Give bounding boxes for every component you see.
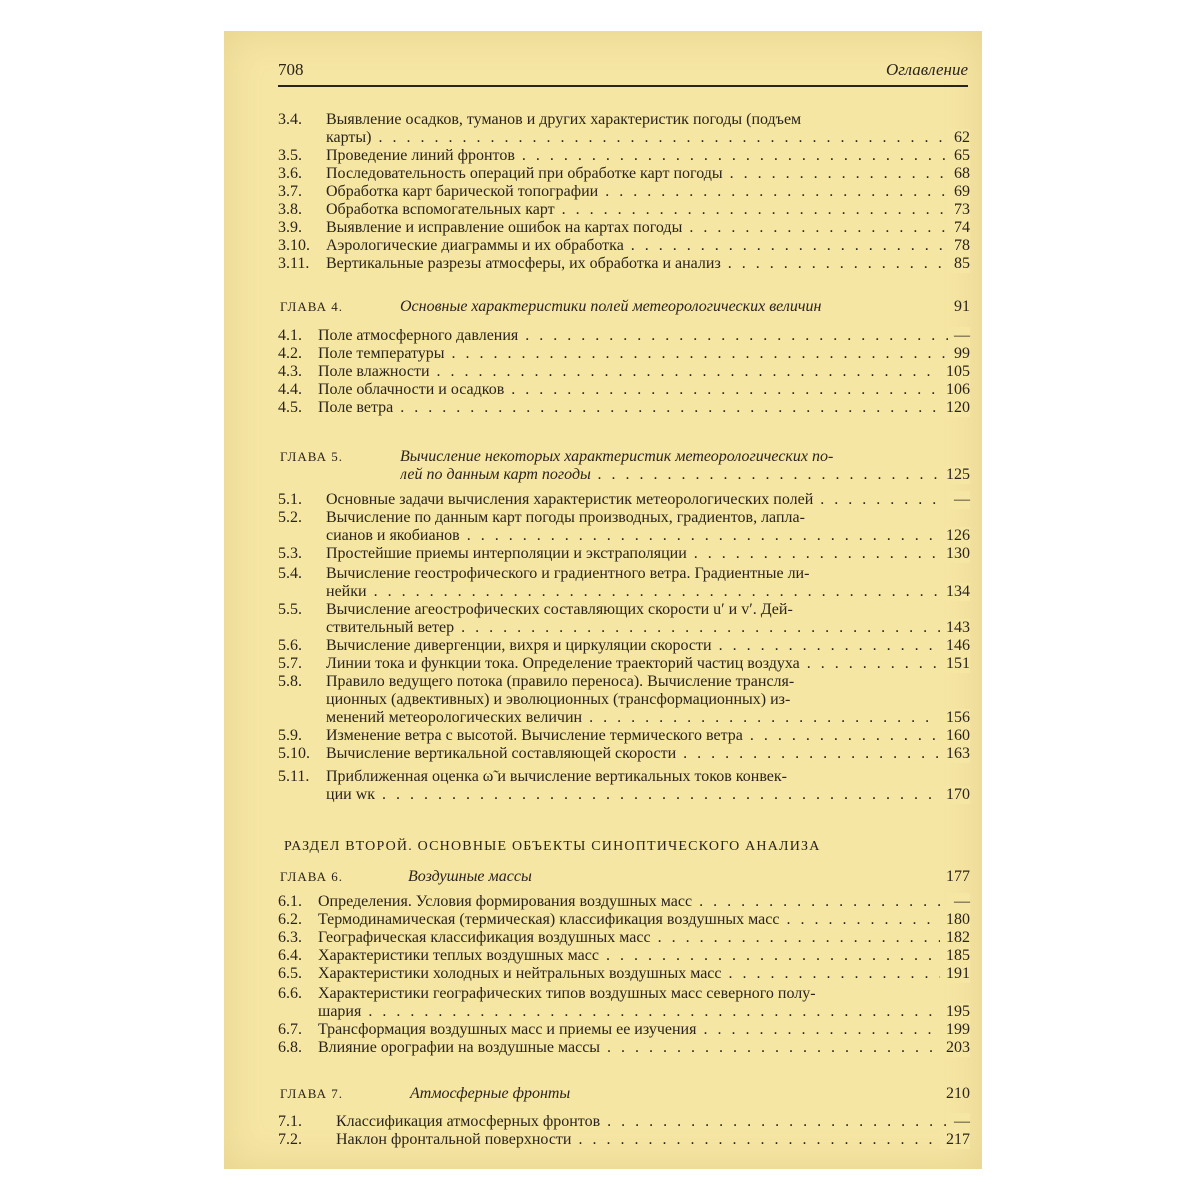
page-number: 708 <box>278 60 304 79</box>
header-rule <box>278 85 968 87</box>
section-heading: РАЗДЕЛ ВТОРОЙ. ОСНОВНЫЕ ОБЪЕКТЫ СИНОПТИЧЕСКОГО АНАЛИЗА <box>284 839 821 854</box>
running-header <box>278 58 968 86</box>
running-title: Оглавление <box>885 60 968 79</box>
